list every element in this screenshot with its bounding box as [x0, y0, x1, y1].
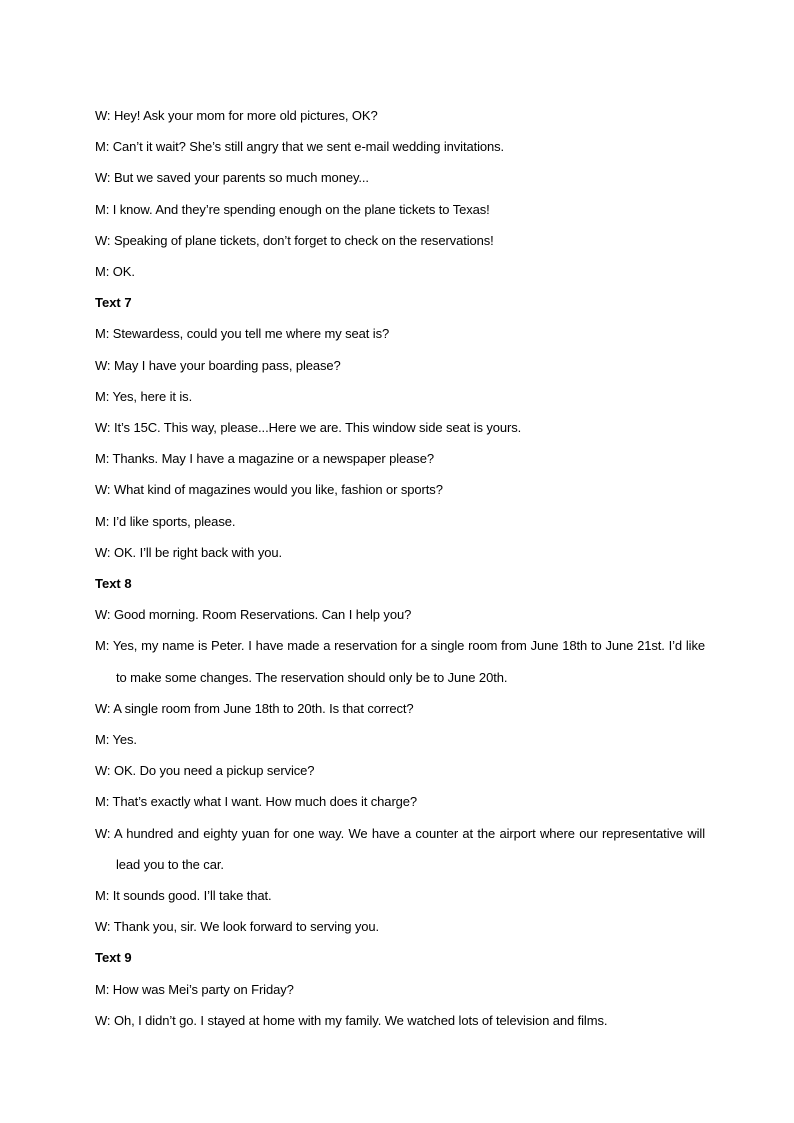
dialogue-line: M: I know. And they’re spending enough on the plane tickets to Texas!: [95, 201, 490, 217]
dialogue-line: M: Yes, here it is.: [95, 388, 193, 404]
dialogue-line: M: Yes.: [95, 732, 137, 748]
dialogue-line: W: A hundred and eighty yuan for one way. We have a counter at the airport where our representative will lead you to the car.: [95, 825, 705, 872]
dialogue-line: W: Hey! Ask your mom for more old pictures, OK?: [95, 108, 378, 123]
dialogue-line: M: Stewardess, could you tell me where my seat is?: [95, 326, 390, 342]
section-heading: Text 7: [95, 295, 132, 311]
dialogue-line: M: It sounds good. I’ll take that.: [95, 888, 272, 904]
dialogue-line: M: That’s exactly what I want. How much does it charge?: [95, 794, 418, 810]
dialogue-line: W: May I have your boarding pass, please?: [95, 357, 341, 373]
dialogue-line: M: Can’t it wait? She’s still angry that we sent e-mail wedding invitations.: [95, 139, 505, 155]
dialogue-line: W: But we saved your parents so much money...: [95, 170, 369, 186]
section-heading: Text 9: [95, 950, 132, 966]
dialogue-line: M: I’d like sports, please.: [95, 513, 236, 529]
dialogue-line: W: OK. I’ll be right back with you.: [95, 544, 282, 560]
dialogue-line: W: What kind of magazines would you like, fashion or sports?: [95, 482, 443, 498]
dialogue-line: W: Thank you, sir. We look forward to serving you.: [95, 919, 380, 935]
dialogue-line: M: OK.: [95, 264, 135, 280]
dialogue-line: W: Oh, I didn’t go. I stayed at home with my family. We watched lots of television and films.: [95, 1012, 608, 1028]
dialogue-line: W: It’s 15C. This way, please...Here we are. This window side seat is yours.: [95, 420, 522, 436]
dialogue-line: M: Yes, my name is Peter. I have made a reservation for a single room from June 18th to June 21st. I’d like to make some changes. The reservation should only be to June 20th.: [95, 638, 705, 685]
dialogue-line: W: Good morning. Room Reservations. Can I help you?: [95, 607, 412, 623]
document-page: [95, 100, 705, 1036]
dialogue-line: M: Thanks. May I have a magazine or a newspaper please?: [95, 451, 434, 467]
section-heading: Text 8: [95, 576, 132, 592]
dialogue-line: W: Speaking of plane tickets, don’t forget to check on the reservations!: [95, 232, 494, 248]
dialogue-line: M: How was Mei’s party on Friday?: [95, 981, 294, 997]
dialogue-line: W: OK. Do you need a pickup service?: [95, 763, 315, 779]
dialogue-line: W: A single room from June 18th to 20th. Is that correct?: [95, 700, 414, 716]
